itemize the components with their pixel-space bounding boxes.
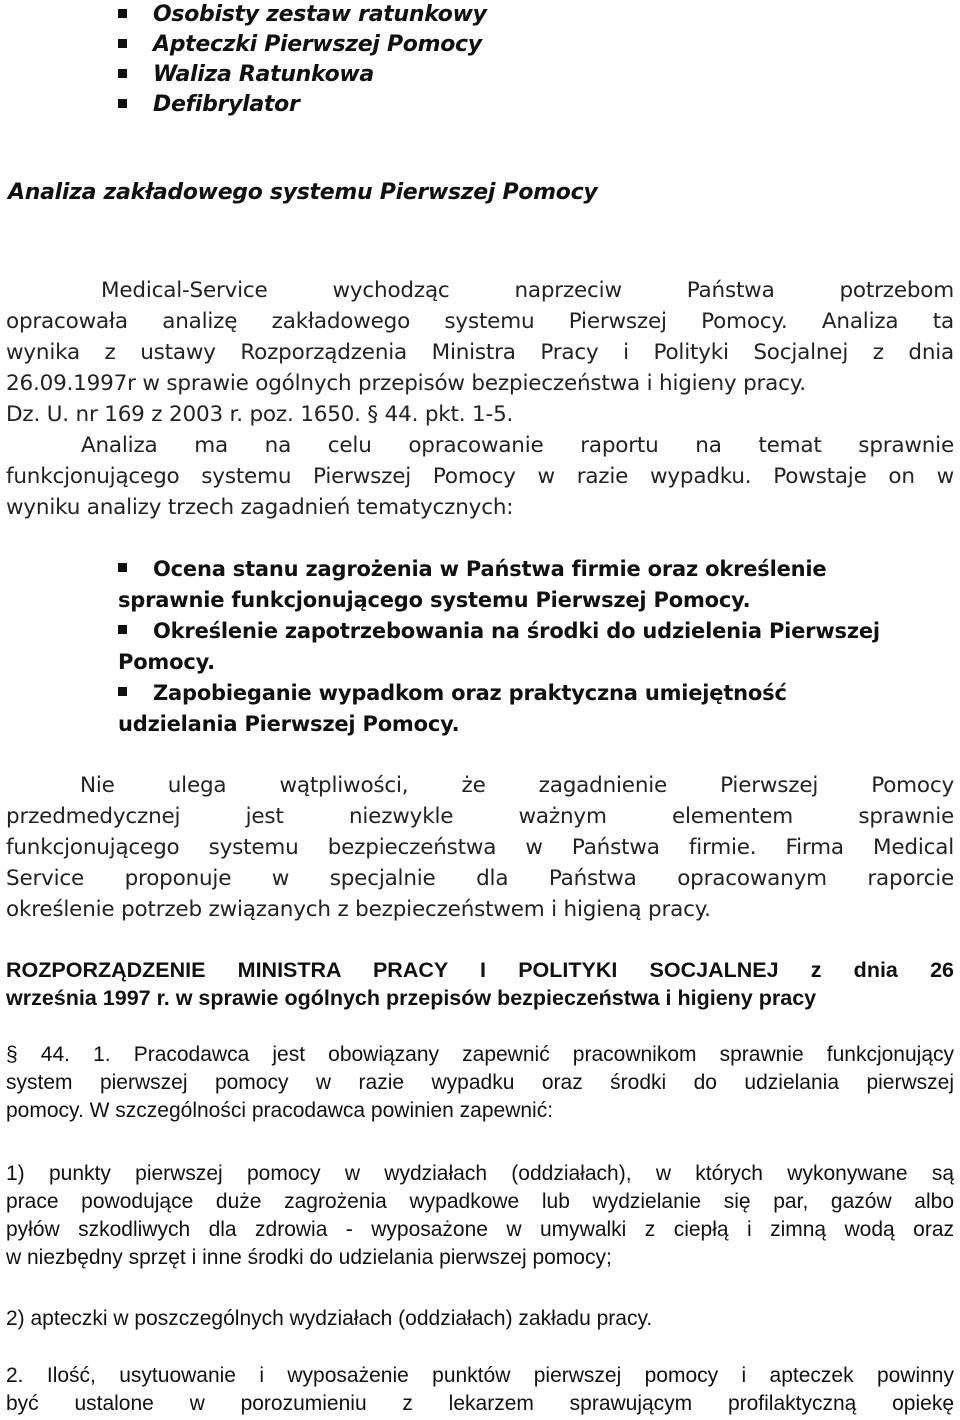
square-bullet-icon [118, 625, 127, 634]
paragraph-line: 2. Ilość, usytuowanie i wyposażenie punktów pierwszej pomocy i apteczek powinny [6, 1364, 954, 1387]
list-item-text: Osobisty zestaw ratunkowy [153, 2, 487, 27]
list-item-text: Waliza Ratunkowa [153, 62, 374, 87]
square-bullet-icon [118, 99, 127, 108]
list-item [118, 60, 487, 90]
paragraph-line: 26.09.1997r w sprawie ogólnych przepisów bezpieczeństwa i higieny pracy. [6, 371, 806, 396]
paragraph-line: w niezbędny sprzęt i inne środki do udzielania pierwszej pomocy; [6, 1246, 612, 1269]
square-bullet-icon [118, 687, 127, 696]
list-item [118, 90, 487, 120]
paragraph-line: pomocy. W szczególności pracodawca powinien zapewnić: [6, 1099, 554, 1122]
section-44-paragraph [6, 1041, 954, 1125]
paragraph-line: funkcjonującego systemu Pierwszej Pomocy w razie wypadku. Powstaje on w [6, 464, 954, 489]
paragraph-line: 1) punkty pierwszej pomocy w wydziałach (oddziałach), w których wykonywane są [6, 1162, 954, 1185]
conclusion-paragraph [6, 770, 954, 925]
paragraph-line: określenie potrzeb związanych z bezpieczeństwem i higieną pracy. [6, 897, 711, 922]
list-item [118, 616, 948, 678]
paragraph-line: prace powodujące duże zagrożenia wypadkowe lub wydzielanie się par, gazów albo [6, 1190, 954, 1213]
paragraph-line: być ustalone w porozumieniu z lekarzem sprawującym profilaktyczną opiekę [6, 1392, 954, 1415]
paragraph-line: Service proponuje w specjalnie dla Państwa opracowanym raporcie [6, 866, 954, 891]
list-item [118, 678, 948, 740]
issue-text-continued: udzielania Pierwszej Pomocy. [118, 712, 460, 736]
issue-text-continued: sprawnie funkcjonującego systemu Pierwszej Pomocy. [118, 588, 751, 612]
square-bullet-icon [118, 563, 127, 572]
square-bullet-icon [118, 69, 127, 78]
paragraph-line: przedmedycznej jest niezwykle ważnym elementem sprawnie [6, 804, 954, 829]
paragraph-line: funkcjonującego systemu bezpieczeństwa w Państwa firmie. Firma Medical [6, 835, 954, 860]
issues-list [118, 554, 948, 740]
paragraph-line: Analiza ma na celu opracowanie raportu na temat sprawnie [81, 433, 954, 458]
point-1-paragraph [6, 1160, 954, 1272]
list-item [118, 30, 487, 60]
paragraph-line: Medical-Service wychodząc naprzeciw Państwa potrzebom [101, 278, 954, 303]
paragraph-line: system pierwszej pomocy w razie wypadku oraz środki do udzielania pierwszej [6, 1071, 954, 1094]
list-item-text: Apteczki Pierwszej Pomocy [153, 32, 482, 57]
section-2-paragraph [6, 1362, 954, 1418]
paragraph-line: pyłów szkodliwych dla zdrowia - wyposażone w umywalki z ciepłą i zimną wodą oraz [6, 1218, 954, 1241]
issue-text: Ocena stanu zagrożenia w Państwa firmie oraz określenie [153, 557, 827, 581]
paragraph-line: § 44. 1. Pracodawca jest obowiązany zapewnić pracownikom sprawnie funkcjonujący [6, 1043, 954, 1066]
point-2-paragraph [6, 1305, 954, 1333]
issue-text: Zapobieganie wypadkom oraz praktyczna umiejętność [153, 681, 787, 705]
square-bullet-icon [118, 9, 127, 18]
paragraph-line: 2) apteczki w poszczególnych wydziałach (oddziałach) zakładu pracy. [6, 1307, 653, 1330]
paragraph-line: opracowała analizę zakładowego systemu Pierwszej Pomocy. Analiza ta [6, 309, 954, 334]
paragraph-line: wynika z ustawy Rozporządzenia Ministra Pracy i Polityki Socjalnej z dnia [6, 340, 954, 365]
regulation-title-line: ROZPORZĄDZENIE MINISTRA PRACY I POLITYKI SOCJALNEJ z dnia 26 [6, 958, 954, 982]
equipment-list [118, 0, 487, 120]
issue-text-continued: Pomocy. [118, 650, 215, 674]
paragraph-line: Dz. U. nr 169 z 2003 r. poz. 1650. § 44. pkt. 1-5. [6, 402, 514, 427]
paragraph-line: Nie ulega wątpliwości, że zagadnienie Pierwszej Pomocy [80, 773, 954, 798]
paragraph-line: wyniku analizy trzech zagadnień tematycznych: [6, 495, 514, 520]
analysis-heading: Analiza zakładowego systemu Pierwszej Pomocy [8, 180, 598, 205]
list-item [118, 554, 948, 616]
list-item-text: Defibrylator [153, 92, 300, 117]
intro-paragraph [6, 275, 954, 523]
square-bullet-icon [118, 39, 127, 48]
regulation-title [6, 956, 954, 1012]
list-item [118, 0, 487, 30]
issue-text: Określenie zapotrzebowania na środki do udzielenia Pierwszej [153, 619, 880, 643]
regulation-title-line: września 1997 r. w sprawie ogólnych przepisów bezpieczeństwa i higieny pracy [6, 986, 817, 1010]
